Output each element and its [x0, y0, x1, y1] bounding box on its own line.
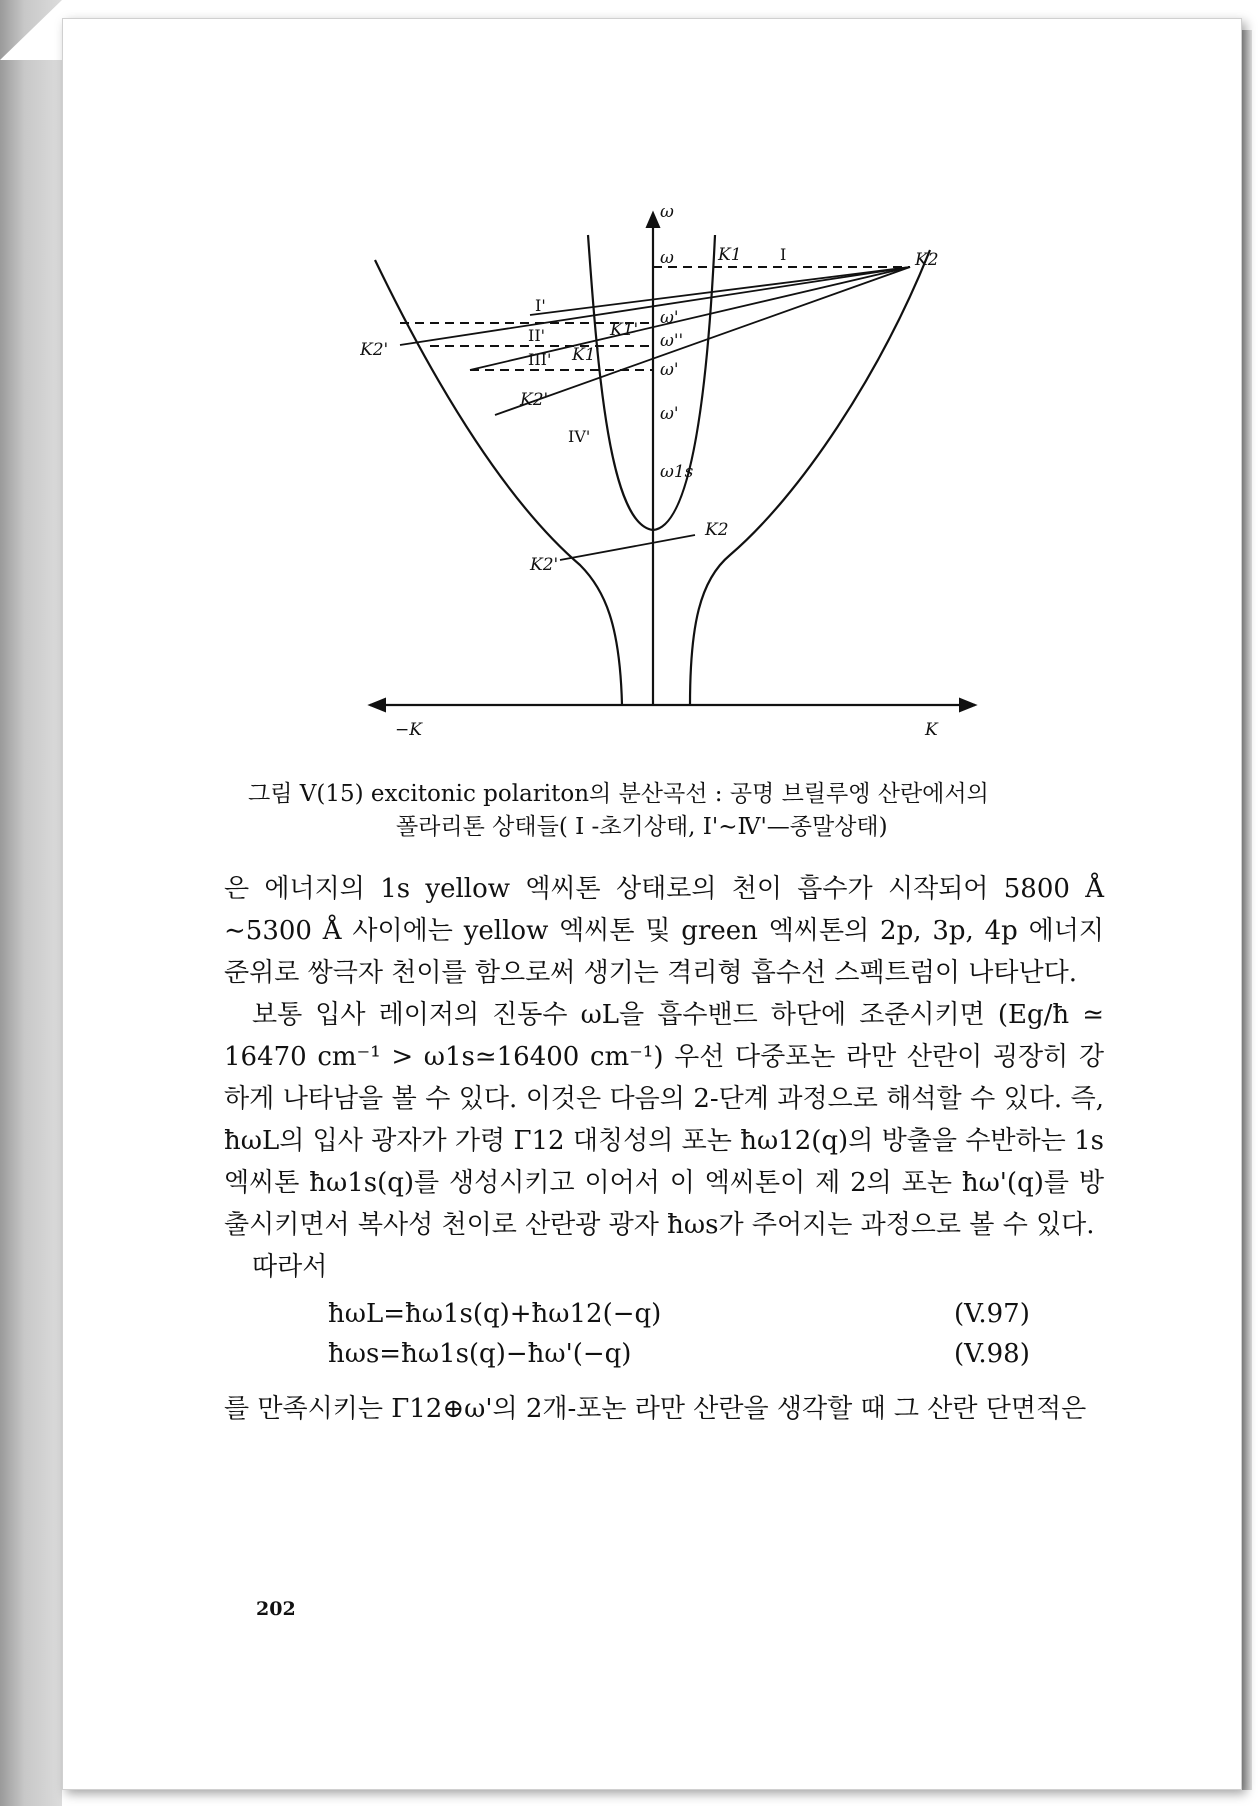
- roman-I: I: [780, 245, 787, 264]
- page-number: 202: [256, 1598, 296, 1620]
- equation-block: [224, 1294, 1104, 1374]
- omega-label-4: ω': [660, 360, 679, 380]
- figure-caption: [248, 778, 1108, 844]
- caption-line-1: 그림 V(15) excitonic polariton의 분산곡선 : 공명 브릴루엥 산란에서의: [248, 781, 989, 807]
- k2-low-label: K2: [705, 520, 729, 540]
- paragraph-2: 보통 입사 레이저의 진동수 ωL을 흡수밴드 하단에 조준시키면 (Eg/ħ ≃ 16470 cm⁻¹ > ω1s≃16400 cm⁻¹) 우선 다중포논 라만 산란이 굉장히 강하게 나타남을 볼 수 있다. 이것은 다음의 2-단계 과정으로 해석할 수 있다. 즉, ħωL의 입사 광자가 가령 Γ12 대칭성의 포논 ħω12(q)의 방출을 수반하는 1s 엑씨톤 ħω1s(q)를 생성시키고 이어서 이 엑씨톤이 제 2의 포논 ħω'(q)를 방출시키면서 복사성 천이로 산란광 광자 ħωs가 주어지는 과정으로 볼 수 있다.: [224, 1000, 1104, 1240]
- minus-k-label: −K: [395, 720, 422, 740]
- paragraph-3: 따라서: [252, 1252, 328, 1282]
- equation-2: [224, 1334, 1104, 1374]
- equation-1-formula: ħωL=ħω1s(q)+ħω12(−q): [328, 1299, 662, 1329]
- caption-line-2: 폴라리톤 상태들( I -초기상태, I'∼Ⅳ'—종말상태): [396, 814, 888, 840]
- k-axis-arrow-left: [370, 699, 385, 711]
- k2p-mid-label: K2': [520, 390, 549, 410]
- k2-top-label: K2: [915, 250, 939, 270]
- transition-line-2: [400, 267, 910, 345]
- roman-I-prime: I': [535, 296, 546, 315]
- equation-1-number: (V.97): [954, 1299, 1030, 1329]
- transition-line-low: [560, 535, 695, 560]
- outer-polariton-curve-right: [690, 250, 930, 705]
- book-spine-edge: [0, 0, 62, 1806]
- omega-axis-arrow: [647, 213, 659, 227]
- k-axis-arrow-right: [960, 699, 975, 711]
- roman-III-prime: III': [528, 350, 552, 369]
- body-text: [224, 868, 1104, 1430]
- exciton-parabola: [588, 235, 715, 530]
- omega-label-3: ω'': [660, 331, 684, 351]
- omega-label-1: ω: [660, 248, 674, 268]
- k1p-b-label: K1': [572, 345, 601, 365]
- paragraph-4: 를 만족시키는 Γ12⊕ω'의 2개-포논 라만 산란을 생각할 때 그 산란 단면적은: [224, 1394, 1087, 1424]
- outer-polariton-curve-left: [375, 260, 622, 705]
- roman-IV-prime: IV': [568, 427, 591, 446]
- k1p-a-label: K1': [610, 320, 639, 340]
- equation-2-number: (V.98): [954, 1339, 1030, 1369]
- k2p-low-label: K2': [530, 555, 559, 575]
- roman-II-prime: II': [528, 326, 546, 345]
- omega-label-1s: ω1s: [660, 462, 694, 482]
- dispersion-diagram: [360, 205, 980, 745]
- k2p-left-label: K2': [360, 340, 389, 360]
- k1-label: K1: [718, 245, 742, 265]
- omega-label-2: ω': [660, 308, 679, 328]
- paragraph-1: 은 에너지의 1s yellow 엑씨톤 상태로의 천이 흡수가 시작되어 5800 Å ∼5300 Å 사이에는 yellow 엑씨톤 및 green 엑씨톤의 2p, 3p, 4p 에너지 준위로 쌍극자 천이를 함으로써 생기는 격리형 흡수선 스펙트럼이 나타난다.: [224, 874, 1104, 988]
- omega-axis-label: ω: [660, 205, 674, 222]
- omega-label-5: ω': [660, 404, 679, 424]
- equation-1: [224, 1294, 1104, 1334]
- transition-line-1: [530, 267, 910, 315]
- plus-k-label: K: [925, 720, 938, 740]
- equation-2-formula: ħωs=ħω1s(q)−ħω'(−q): [328, 1339, 632, 1369]
